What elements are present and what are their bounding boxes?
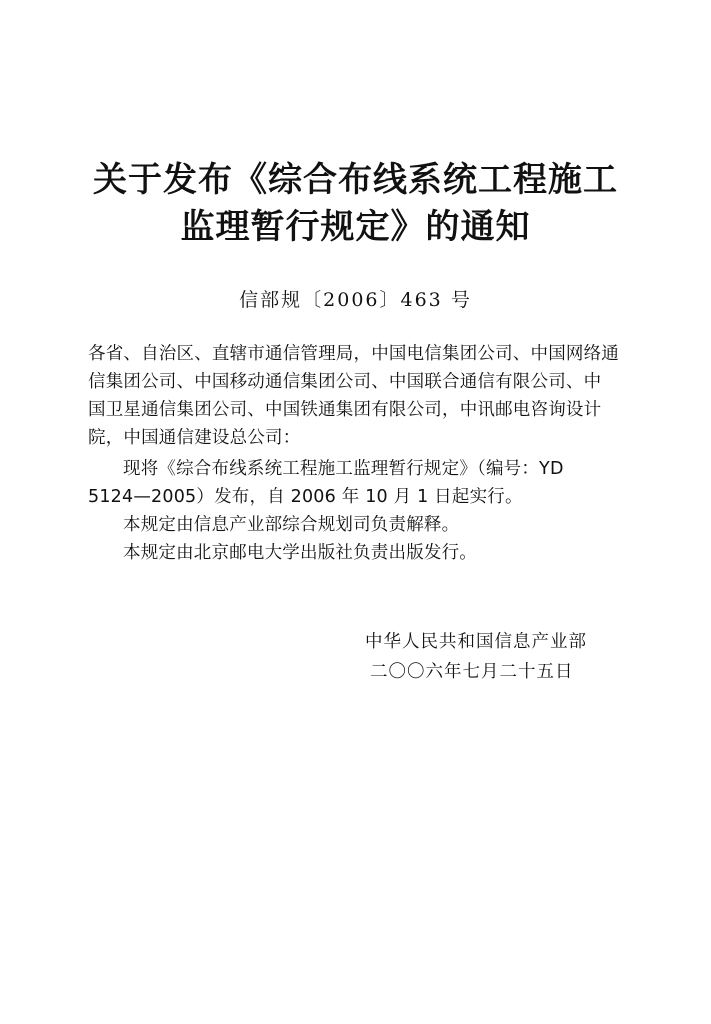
paragraph-line-1: 现将《综合布线系统工程施工监理暂行规定》（编号：YD <box>123 459 564 479</box>
issue-date: 二〇〇六年七月二十五日 <box>370 662 574 682</box>
addressee-line-2: 信集团公司、中国移动通信集团公司、中国联合通信有限公司、中 <box>88 372 602 392</box>
issuer: 中华人民共和国信息产业部 <box>365 632 587 652</box>
addressee-line-4: 院，中国通信建设总公司： <box>88 428 301 448</box>
document-number: 信部规〔2006〕463 号 <box>239 289 472 311</box>
paragraph-line-2: 5124—2005）发布，自 2006 年 10 月 1 日起实行。 <box>88 487 523 507</box>
title-line-2: 监理暂行规定》的通知 <box>180 207 531 247</box>
paragraph-line-4: 本规定由北京邮电大学出版社负责出版发行。 <box>123 543 477 563</box>
title-line-1: 关于发布《综合布线系统工程施工 <box>93 160 618 200</box>
addressee-line-3: 国卫星通信集团公司、中国铁通集团有限公司，中讯邮电咨询设计 <box>88 400 602 420</box>
paragraph-line-3: 本规定由信息产业部综合规划司负责解释。 <box>123 515 460 535</box>
addressee-line-1: 各省、自治区、直辖市通信管理局，中国电信集团公司、中国网络通 <box>88 344 619 364</box>
